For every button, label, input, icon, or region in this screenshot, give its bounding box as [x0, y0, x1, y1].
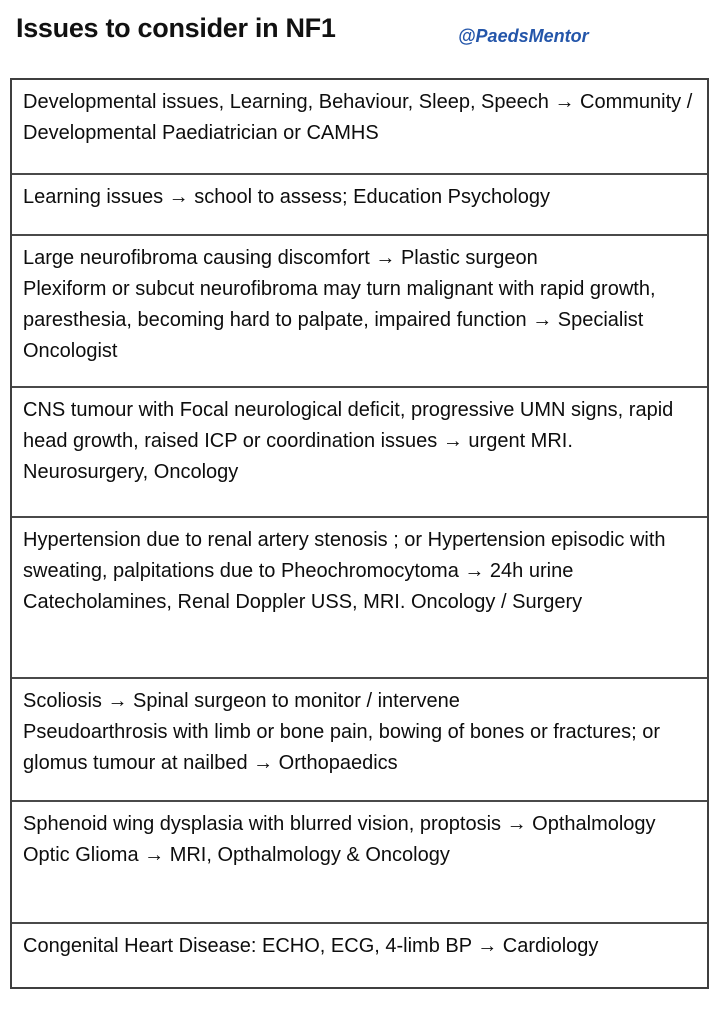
- table-row: [12, 80, 707, 173]
- table-row: [12, 800, 707, 922]
- row-text-line: Pseudoarthrosis with limb or bone pain, bowing of bones or fractures; or glomus tumour at nailbed → Orthopaedics: [23, 721, 661, 774]
- table-row: [12, 922, 707, 987]
- row-text-line: Scoliosis → Spinal surgeon to monitor / intervene: [23, 690, 460, 712]
- row-text-line: Hypertension due to renal artery stenosis ; or Hypertension episodic with sweating, palpitations due to Pheochromocytoma → 24h urine Catecholamines, Renal Doppler USS, MRI. Oncology / Surgery: [23, 529, 666, 613]
- issues-table: [10, 78, 709, 989]
- table-row: [12, 234, 707, 386]
- social-handle: @PaedsMentor: [458, 26, 589, 46]
- row-text-line: Sphenoid wing dysplasia with blurred vision, proptosis → Opthalmology: [23, 813, 656, 835]
- table-row: [12, 677, 707, 800]
- slide-header: [0, 0, 719, 78]
- row-text-line: CNS tumour with Focal neurological deficit, progressive UMN signs, rapid head growth, raised ICP or coordination issues → urgent MRI. Neurosurgery, Oncology: [23, 399, 674, 483]
- page-title: Issues to consider in NF1: [16, 13, 336, 43]
- row-text-line: Learning issues → school to assess; Education Psychology: [23, 186, 550, 208]
- row-text-line: Plexiform or subcut neurofibroma may turn malignant with rapid growth, paresthesia, becoming hard to palpate, impaired function → Specialist Oncologist: [23, 278, 656, 362]
- row-text-line: Developmental issues, Learning, Behaviour, Sleep, Speech → Community / Developmental Paediatrician or CAMHS: [23, 91, 693, 144]
- row-text-line: Congenital Heart Disease: ECHO, ECG, 4-limb BP → Cardiology: [23, 935, 599, 957]
- table-row: [12, 386, 707, 516]
- table-row: [12, 173, 707, 234]
- row-text-line: Optic Glioma → MRI, Opthalmology & Oncology: [23, 844, 450, 866]
- table-row: [12, 516, 707, 677]
- row-text-line: Large neurofibroma causing discomfort → Plastic surgeon: [23, 247, 538, 269]
